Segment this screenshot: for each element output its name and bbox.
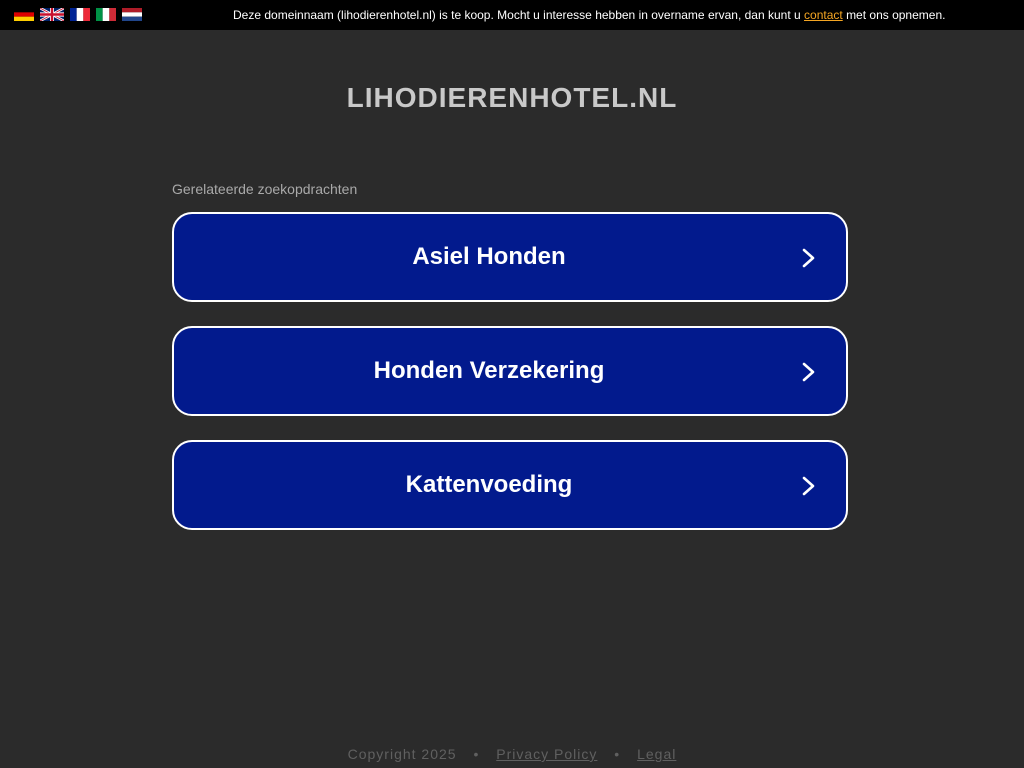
footer-separator: • — [473, 746, 480, 762]
notice-text: Deze domeinnaam (lihodierenhotel.nl) is te koop. Mocht u interesse hebben in overname ervan, dan kunt u — [233, 8, 801, 22]
related-link-label: Kattenvoeding — [405, 471, 573, 498]
domain-title: LIHODIERENHOTEL.NL — [346, 82, 678, 113]
related-link-label: Asiel Honden — [412, 243, 566, 270]
legal-link[interactable]: Legal — [637, 746, 677, 762]
related-link-button[interactable] — [172, 326, 848, 416]
chevron-right-icon — [798, 361, 818, 383]
chevron-right-icon — [798, 247, 818, 269]
contact-link[interactable]: contact — [804, 8, 843, 22]
top-notice-bar — [0, 0, 1024, 30]
related-link-button[interactable] — [172, 440, 848, 530]
language-flags — [14, 8, 142, 21]
copyright-text: Copyright 2025 — [347, 746, 457, 762]
related-link-label: Honden Verzekering — [373, 357, 605, 384]
related-searches-label: Gerelateerde zoekopdrachten — [172, 181, 358, 197]
french-flag-icon[interactable] — [70, 8, 90, 21]
dutch-flag-icon[interactable] — [122, 8, 142, 21]
footer — [0, 746, 1024, 762]
privacy-policy-link[interactable]: Privacy Policy — [496, 746, 598, 762]
notice-text-end: met ons opnemen. — [846, 8, 946, 22]
for-sale-notice — [233, 8, 945, 22]
related-link-button[interactable] — [172, 212, 848, 302]
chevron-right-icon — [798, 475, 818, 497]
uk-flag-icon[interactable] — [40, 8, 64, 21]
footer-separator: • — [614, 746, 621, 762]
german-flag-icon[interactable] — [14, 8, 34, 21]
italian-flag-icon[interactable] — [96, 8, 116, 21]
